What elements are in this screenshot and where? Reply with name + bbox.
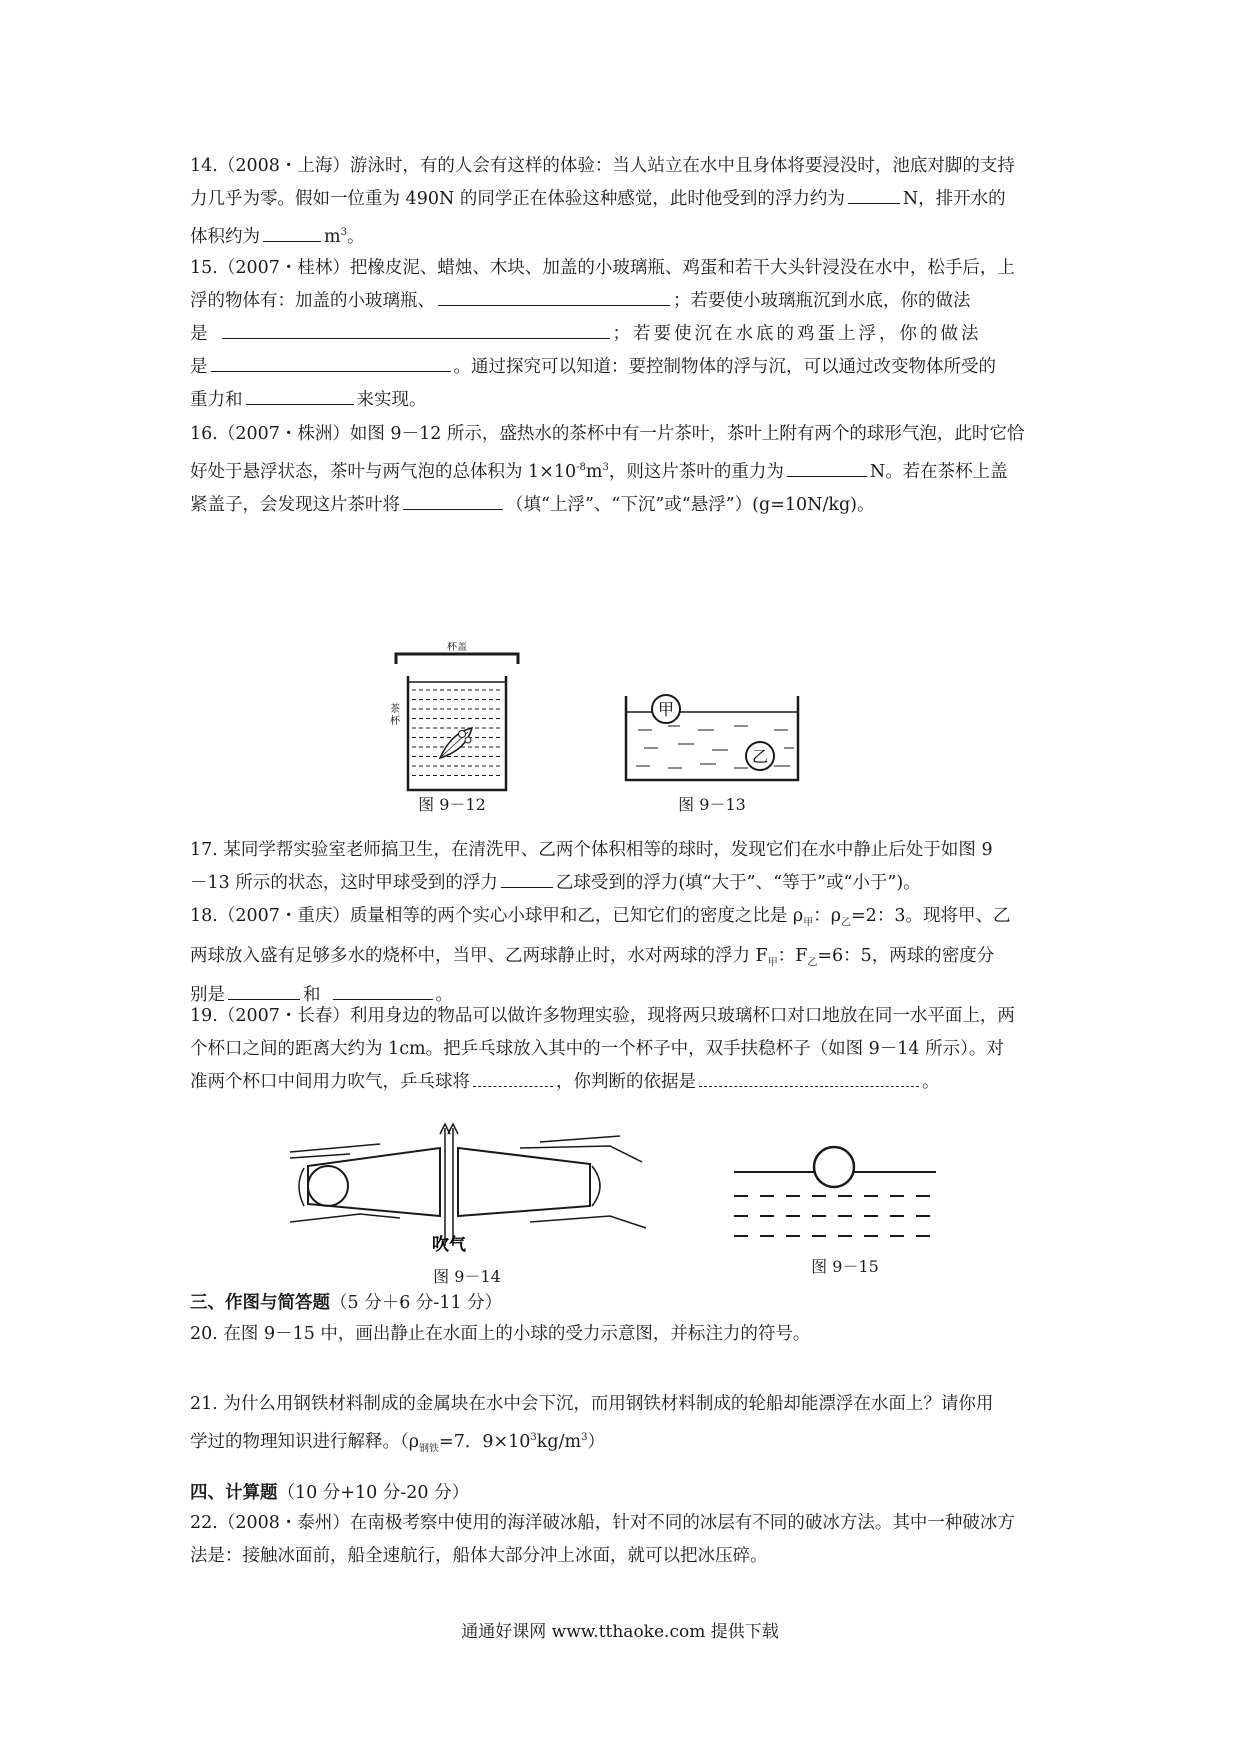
q21-line2a: 学过的物理知识进行解释。（ρ xyxy=(190,1431,420,1452)
subscript: 钢铁 xyxy=(419,1443,440,1455)
superscript: 3 xyxy=(530,1432,537,1443)
q18-line2a: 两球放入盛有足够多水的烧杯中，当甲、乙两球静止时，水对两球的浮力 F xyxy=(190,945,768,966)
q14-line2b: N，排开水的 xyxy=(902,189,1006,209)
figure-9-13 xyxy=(624,686,800,782)
answer-blank[interactable] xyxy=(211,353,451,372)
cup-lid xyxy=(396,654,518,664)
q16-line2c: ，则这片茶叶的重力为 xyxy=(608,461,784,482)
figure-9-12 xyxy=(380,642,530,792)
answer-blank[interactable] xyxy=(222,320,610,339)
q15-line5b: 来实现。 xyxy=(356,390,427,410)
figure-9-15 xyxy=(730,1140,940,1240)
answer-blank[interactable] xyxy=(333,981,433,1000)
subscript: 甲 xyxy=(803,917,814,929)
answer-blank[interactable] xyxy=(501,869,553,888)
section-4-score: （10 分+10 分-20 分） xyxy=(277,1483,470,1503)
caption-9-15: 图 9－15 xyxy=(811,1257,879,1276)
q15-line1: 15.（2007・桂林）把橡皮泥、蜡烛、木块、加盖的小玻璃瓶、鸡蛋和若干大头针浸没在水中，松手后，上 xyxy=(190,258,1015,278)
q16-line2a: 好处于悬浮状态，茶叶与两气泡的总体积为 1×10 xyxy=(190,461,577,482)
answer-blank[interactable] xyxy=(246,386,354,405)
section-3-title: 三、作图与简答题 xyxy=(190,1293,330,1313)
q20-text: 20. 在图 9－15 中，画出静止在水面上的小球的受力示意图，并标注力的符号。 xyxy=(190,1324,811,1344)
section-4-title: 四、计算题 xyxy=(190,1483,278,1503)
q21-line2b: =7．9×10 xyxy=(439,1431,531,1452)
q19-line3a: 准两个杯口中间用力吹气，乒乓球将 xyxy=(190,1072,470,1092)
q18-line1a: 18.（2007・重庆）质量相等的两个实心小球甲和乙，已知它们的密度之比是 ρ xyxy=(190,906,804,926)
subscript: 乙 xyxy=(807,957,818,968)
q16-line2d: N。若在茶杯上盖 xyxy=(869,461,1008,482)
caption-9-12: 图 9－12 xyxy=(418,795,486,814)
water-dashes xyxy=(734,1196,936,1236)
q18-line2c: =6：5，两球的密度分 xyxy=(817,945,995,966)
question-16 xyxy=(190,418,1070,522)
q15-line4a: 是 xyxy=(190,357,208,377)
answer-blank[interactable] xyxy=(848,185,900,204)
q15-line3b: ；若要使沉在水底的鸡蛋上浮，你的做法 xyxy=(612,324,982,344)
subscript: 乙 xyxy=(841,917,852,929)
answer-blank[interactable] xyxy=(699,1068,919,1087)
answer-blank[interactable] xyxy=(228,981,300,1000)
superscript: 3 xyxy=(340,227,347,238)
air-bubble xyxy=(465,737,471,743)
page-footer: 通通好课网 www.tthaoke.com 提供下载 xyxy=(461,1622,779,1642)
q17-line1: 17. 某同学帮实验室老师搞卫生，在清洗甲、乙两个体积相等的球时，发现它们在水中静止后处于如图 9 xyxy=(190,840,993,860)
air-bubble xyxy=(459,731,466,738)
q18-line3a: 别是 xyxy=(190,985,225,1005)
q15-line3a: 是 xyxy=(190,324,208,344)
question-15 xyxy=(190,252,1070,417)
q22-line1: 22.（2008・泰州）在南极考察中使用的海洋破冰船，针对不同的冰层有不同的破冰方法。其中一种破冰方 xyxy=(190,1513,1015,1533)
section-3-score: （5 分＋6 分-11 分） xyxy=(330,1293,503,1313)
question-20 xyxy=(190,1318,1070,1351)
q15-line4b: 。通过探究可以知道：要控制物体的浮与沉，可以通过改变物体所受的 xyxy=(453,357,996,377)
q14-line2a: 力几乎为零。假如一位重为 490N 的同学正在体验这种感觉，此时他受到的浮力约为 xyxy=(190,189,845,209)
answer-blank[interactable] xyxy=(263,223,321,242)
q14-line1: 14.（2008・上海）游泳时，有的人会有这样的体验：当人站立在水中且身体将要浸没时，池底对脚的支持 xyxy=(190,156,1015,176)
answer-blank[interactable] xyxy=(438,287,670,306)
section-4-heading xyxy=(190,1478,469,1508)
figure-9-14 xyxy=(290,1118,650,1260)
answer-blank[interactable] xyxy=(403,491,503,510)
q19-line3b: ，你判断的依据是 xyxy=(556,1072,696,1092)
answer-blank[interactable] xyxy=(787,458,867,477)
question-18 xyxy=(190,900,1070,1012)
q21-line1: 21. 为什么用钢铁材料制成的金属块在水中会下沉，而用钢铁材料制成的轮船却能漂浮在水面上？请你用 xyxy=(190,1394,994,1414)
q14-line3a: 体积约为 xyxy=(190,226,260,247)
left-hand xyxy=(290,1144,380,1158)
q18-line1c: =2：3。现将甲、乙 xyxy=(851,906,1011,926)
q18-line3b: 和 xyxy=(303,985,321,1005)
q16-line3a: 紧盖子，会发现这片茶叶将 xyxy=(190,494,400,515)
q16-line2b: m xyxy=(585,461,603,482)
q15-line2a: 浮的物体有：加盖的小玻璃瓶、 xyxy=(190,291,435,311)
section-3-heading xyxy=(190,1288,502,1318)
question-21 xyxy=(190,1388,1070,1465)
lid-label: 杯盖 xyxy=(447,642,467,653)
q18-line2b: ：F xyxy=(777,945,808,966)
q16-line1: 16.（2007・株洲）如图 9－12 所示，盛热水的茶杯中有一片茶叶，茶叶上附有两个的球形气泡，此时它恰 xyxy=(190,424,1025,444)
q15-line5a: 重力和 xyxy=(190,390,243,410)
ball-jia-label: 甲 xyxy=(657,700,675,719)
superscript: 3 xyxy=(581,1432,588,1443)
q19-line1: 19.（2007・长春）利用身边的物品可以做许多物理实验，现将两只玻璃杯口对口地放在同一水平面上，两 xyxy=(190,1006,1015,1026)
question-19 xyxy=(190,1000,1070,1099)
floating-ball xyxy=(814,1147,854,1187)
blow-label: 吹气 xyxy=(432,1235,466,1255)
q19-line3c: 。 xyxy=(922,1072,940,1092)
answer-blank[interactable] xyxy=(473,1068,553,1087)
q21-line2d: ） xyxy=(587,1431,605,1452)
superscript: 3 xyxy=(602,462,609,473)
ball-yi-label: 乙 xyxy=(751,747,769,766)
q15-line2b: ；若要使小玻璃瓶沉到水底，你的做法 xyxy=(673,291,971,311)
question-14 xyxy=(190,150,1070,254)
question-22 xyxy=(190,1507,1070,1573)
q21-line2c: kg/m xyxy=(536,1431,582,1452)
superscript: -8 xyxy=(576,462,586,473)
q14-line3b: m xyxy=(324,226,341,247)
caption-9-14: 图 9－14 xyxy=(433,1267,501,1286)
caption-9-13: 图 9－13 xyxy=(678,795,746,814)
question-17 xyxy=(190,834,1070,900)
right-glass xyxy=(458,1148,590,1216)
subscript: 甲 xyxy=(767,957,778,968)
q16-line3b: （填“上浮”、“下沉”或“悬浮”）(g=10N/kg)。 xyxy=(506,494,875,515)
cup-label: 茶杯 xyxy=(390,704,400,727)
q18-line3c: 。 xyxy=(435,985,453,1005)
q17-line2b: 乙球受到的浮力(填“大于”、“等于”或“小于”)。 xyxy=(555,873,921,893)
q22-line2: 法是：接触冰面前，船全速航行，船体大部分冲上冰面，就可以把冰压碎。 xyxy=(190,1546,768,1566)
q17-line2a: －13 所示的状态，这时甲球受到的浮力 xyxy=(190,873,498,893)
ping-pong-ball xyxy=(308,1166,348,1206)
teacup xyxy=(408,676,506,790)
q18-line1b: ：ρ xyxy=(813,906,842,926)
water-lines xyxy=(412,690,502,776)
q19-line2: 个杯口之间的距离大约为 1cm。把乒乓球放入其中的一个杯子中，双手扶稳杯子（如图 9－14 所示）。对 xyxy=(190,1039,1004,1059)
q14-line3c: 。 xyxy=(346,226,365,247)
